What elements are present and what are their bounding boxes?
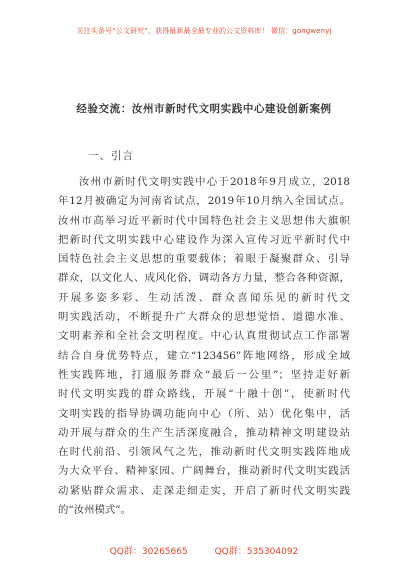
- paragraph-line: 明实践活动，不断提升广大群众的思想觉悟、道德水准、: [58, 311, 350, 324]
- paragraph-line: 文明素养和全社会文明程度。中心认真贯彻试点工作部署: [58, 330, 350, 343]
- promo-banner: 关注头条号“公文研究”，获得最新最全最专业的公文资料库！ 微信：gongwenyj: [76, 27, 332, 35]
- paragraph-line: 在时代前沿、引领风气之先，推动新时代文明实践阵地成: [58, 446, 350, 459]
- paragraph-line: 为大众平台、精神家园、广阔舞台，推动新时代文明实践活: [58, 465, 350, 478]
- paragraph-line: 把新时代文明实践中心建设作为深入宣传习近平新时代中: [58, 233, 350, 246]
- qq-group-2: QQ群：535304092: [214, 547, 299, 557]
- paragraph-line: 汝州市高举习近平新时代中国特色社会主义思想伟大旗帜: [58, 214, 350, 227]
- footer-contact: [0, 544, 408, 557]
- qq-group-1: QQ群：30265665: [109, 547, 188, 557]
- paragraph-line: 的“汝州模式”。: [58, 504, 131, 517]
- paragraph-line: 群众，以文化人、成风化俗，调动各方力量，整合各种资源，: [58, 272, 350, 285]
- paragraph-line: 年12月被确定为河南省试点，2019年10月纳入全国试点。: [58, 195, 350, 208]
- paragraph-line: 动开展与群众的生产生活深度融合，推动精神文明建设站: [58, 426, 350, 439]
- paragraph-line: 开展多姿多彩、生动活泼、群众喜闻乐见的新时代文: [58, 291, 350, 304]
- document-title: 经验交流：汝州市新时代文明实践中心建设创新案例: [76, 103, 332, 115]
- body-paragraph: [58, 173, 350, 520]
- paragraph-line: 动紧贴群众需求、走深走细走实，开启了新时代文明实践: [58, 484, 350, 497]
- paragraph-line: 文明实践的指导协调功能向中心（所、站）优化集中，活: [58, 407, 350, 420]
- paragraph-line: 汝州市新时代文明实践中心于2018年9月成立，2018: [79, 176, 350, 188]
- paragraph-line: 时代文明实践的群众路线，开展“十融十创”，使新时代: [58, 388, 350, 401]
- paragraph-line: 性实践阵地，打通服务群众“最后一公里”；坚持走好新: [58, 368, 350, 381]
- section-heading: 一、引言: [88, 150, 134, 162]
- paragraph-line: 结合自身优势特点，建立“123456”阵地网络，形成全域: [58, 349, 350, 362]
- paragraph-line: 国特色社会主义思想的重要载体；着眼于凝聚群众、引导: [58, 253, 350, 266]
